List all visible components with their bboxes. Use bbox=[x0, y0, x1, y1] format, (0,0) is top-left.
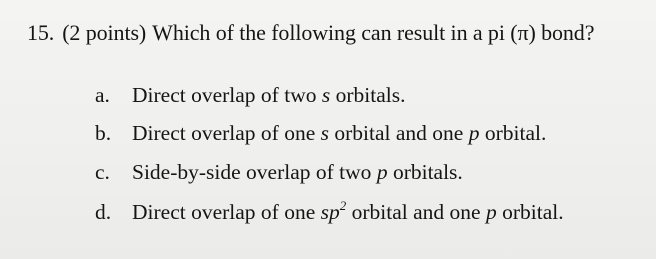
option-a-orbital-s: s bbox=[321, 83, 331, 107]
option-d-text-3: orbital. bbox=[496, 200, 564, 224]
option-d-orbital-sp: sp bbox=[320, 200, 340, 224]
option-d-text-2: orbital and one bbox=[346, 200, 486, 224]
option-a-letter: a. bbox=[95, 83, 110, 107]
option-c-orbital-p: p bbox=[376, 160, 388, 184]
option-b bbox=[95, 121, 546, 146]
option-d-superscript: 2 bbox=[339, 198, 347, 213]
option-d-letter: d. bbox=[95, 200, 112, 224]
option-c-text-1: Side-by-side overlap of two bbox=[132, 160, 377, 184]
option-b-letter: b. bbox=[95, 121, 112, 145]
option-b-text-1: Direct overlap of one bbox=[132, 121, 321, 145]
option-c-text-2: orbitals. bbox=[387, 160, 463, 184]
question-points: (2 points) bbox=[62, 20, 147, 45]
option-a-text-1: Direct overlap of two bbox=[132, 83, 322, 107]
question-text: Which of the following can result in a pi (π) bond? bbox=[152, 20, 595, 45]
question-stem bbox=[27, 20, 594, 46]
option-d bbox=[95, 200, 564, 225]
option-b-orbital-s: s bbox=[320, 121, 330, 145]
option-c-letter: c. bbox=[95, 160, 110, 184]
option-b-text-2: orbital and one bbox=[329, 121, 469, 145]
option-a bbox=[95, 83, 405, 108]
option-a-text-2: orbitals. bbox=[330, 83, 406, 107]
option-c bbox=[95, 160, 463, 185]
option-d-text-1: Direct overlap of one bbox=[132, 200, 321, 224]
option-b-text-3: orbital. bbox=[479, 121, 547, 145]
option-d-orbital-p: p bbox=[485, 200, 497, 224]
option-b-orbital-p: p bbox=[468, 121, 480, 145]
question-number: 15. bbox=[27, 20, 55, 45]
